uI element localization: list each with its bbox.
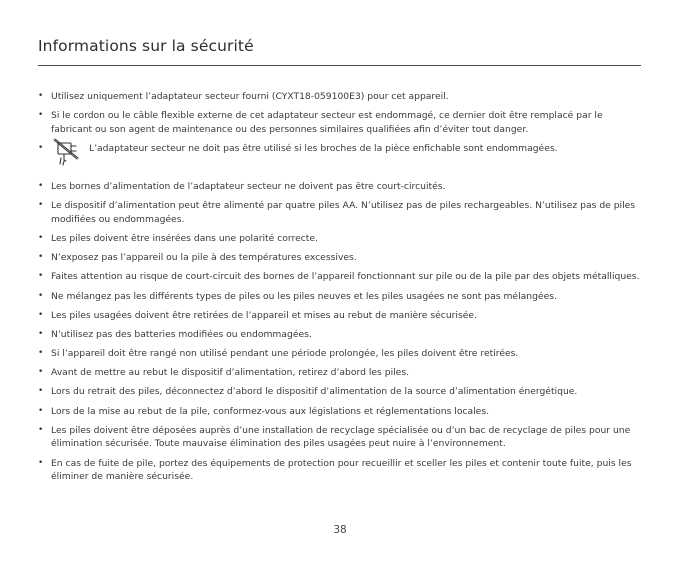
list-item <box>38 251 641 265</box>
list-item <box>38 309 641 323</box>
list-item-text: En cas de fuite de pile, portez des équipements de protection pour recueillir et sceller les piles et contenir toute fuite, puis les éliminer de manière sécurisée. <box>51 457 632 483</box>
bullet: • <box>38 309 44 320</box>
bullet: • <box>38 405 44 416</box>
bullet: • <box>38 252 44 263</box>
bullet: • <box>38 142 44 153</box>
list-item <box>38 232 641 246</box>
list-item <box>38 199 641 226</box>
list-item <box>38 405 641 419</box>
list-item <box>38 109 641 136</box>
list-item-text: Si le cordon ou le câble flexible externe de cet adaptateur secteur est endommagé, ce dernier doit être remplacé par le fabricant ou son agent de maintenance ou des personnes similaires qualifiées afin d’éviter tout danger. <box>51 110 603 135</box>
bullet: • <box>38 232 44 243</box>
bullet: • <box>38 180 44 191</box>
list-item <box>38 290 641 304</box>
list-item-text: Les piles doivent être déposées auprès d’une installation de recyclage spécialisée ou d’un bac de recyclage de piles pour une élimination sécurisée. Toute mauvaise élimination des piles usagées peut nuire à l’environnement. <box>51 424 631 450</box>
title-divider <box>38 65 641 66</box>
bullet: • <box>38 386 44 397</box>
list-item <box>38 180 641 194</box>
list-item-text: Ne mélangez pas les différents types de piles ou les piles neuves et les piles usagées ne sont pas mélangées. <box>51 290 557 302</box>
bullet: • <box>38 328 44 339</box>
page-title: Informations sur la sécurité <box>38 37 254 55</box>
list-item <box>38 270 641 284</box>
bullet: • <box>38 91 44 101</box>
list-item-text: Faites attention au risque de court-circuit des bornes de l’appareil fonctionnant sur pile ou de la pile par des objets métalliques. <box>51 271 640 283</box>
list-item <box>38 385 641 399</box>
bullet: • <box>38 348 44 359</box>
list-item-text: Les piles doivent être insérées dans une polarité correcte. <box>51 232 318 244</box>
list-item-text: N’utilisez pas des batteries modifiées ou endommagées. <box>51 328 312 340</box>
bullet: • <box>38 110 44 121</box>
list-item <box>38 457 641 484</box>
list-item-text: Les bornes d’alimentation de l’adaptateur secteur ne doivent pas être court-circuités. <box>51 180 446 192</box>
bullet: • <box>38 290 44 301</box>
safety-list <box>38 90 641 489</box>
page-number: 38 <box>333 524 347 536</box>
list-item-text: Avant de mettre au rebut le dispositif d’alimentation, retirez d’abord les piles. <box>51 367 410 379</box>
list-item-text: Lors de la mise au rebut de la pile, conformez-vous aux législations et réglementations locales. <box>51 405 490 417</box>
list-item <box>38 328 641 342</box>
list-item <box>38 142 641 176</box>
list-item-text: N’exposez pas l’appareil ou la pile à des températures excessives. <box>51 252 357 264</box>
list-item <box>38 366 641 380</box>
bullet: • <box>38 424 44 435</box>
bullet: • <box>38 271 44 282</box>
bullet: • <box>38 367 44 378</box>
bullet: • <box>38 200 44 211</box>
list-item-text: Lors du retrait des piles, déconnectez d’abord le dispositif d’alimentation de la source d’alimentation énergétique. <box>51 386 578 398</box>
list-item-text: Si l’appareil doit être rangé non utilisé pendant une période prolongée, les piles doivent être retirées. <box>51 348 519 360</box>
list-item-text: Utilisez uniquement l’adaptateur secteur fourni (CYXT18-059100E3) pour cet appareil. <box>51 91 449 102</box>
list-item <box>38 424 641 451</box>
damaged-plug-icon <box>52 137 80 167</box>
list-item <box>38 347 641 361</box>
list-item-text: Les piles usagées doivent être retirées de l’appareil et mises au rebut de manière sécurisée. <box>51 309 477 321</box>
list-item <box>38 90 641 104</box>
bullet: • <box>38 457 44 468</box>
list-item-text: Le dispositif d’alimentation peut être alimenté par quatre piles AA. N’utilisez pas de piles rechargeables. N’utilisez pas de piles modifiées ou endommagées. <box>51 200 636 225</box>
list-item-text: L’adaptateur secteur ne doit pas être utilisé si les broches de la pièce enfichable sont endommagées. <box>89 142 558 154</box>
